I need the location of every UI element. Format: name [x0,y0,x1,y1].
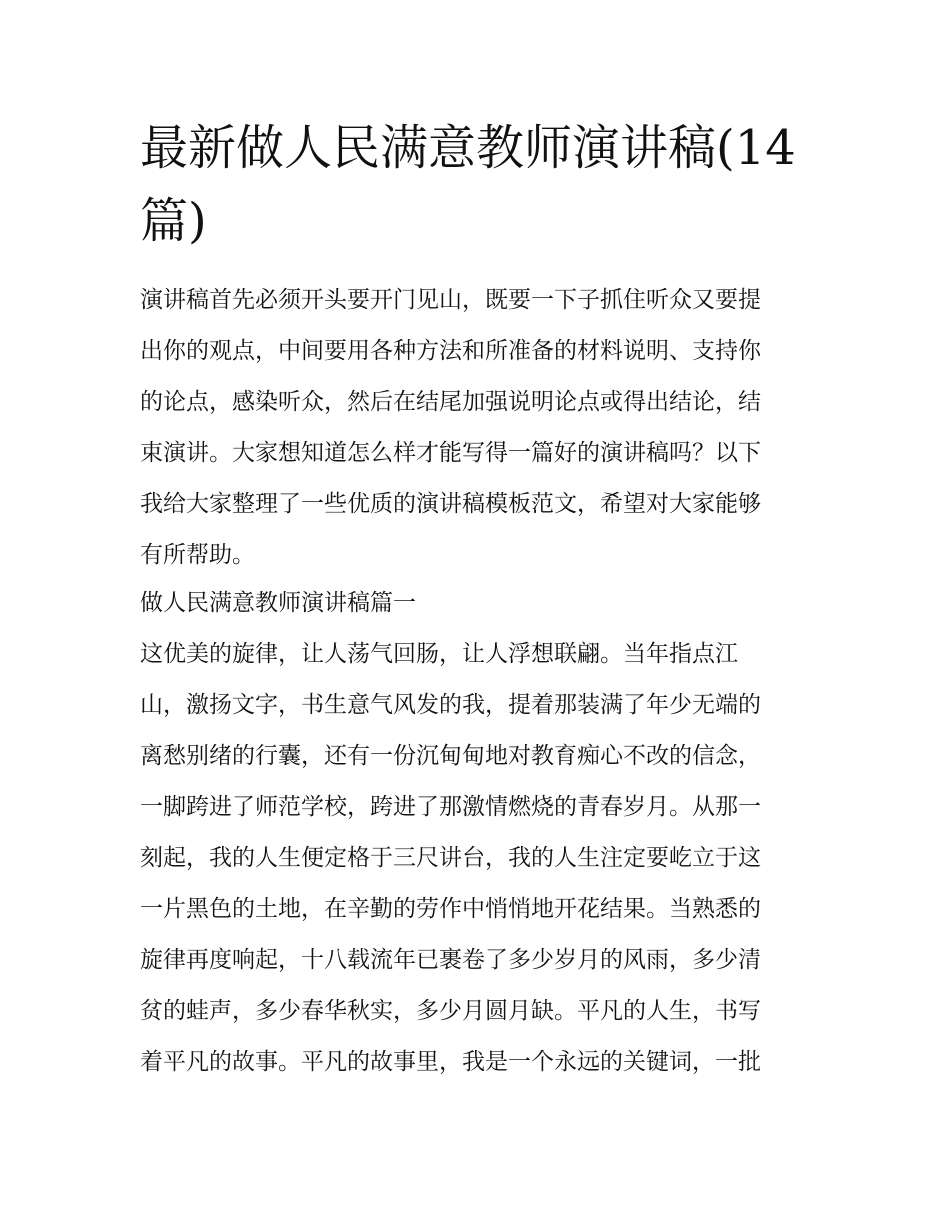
section-line: 贫的蛙声，多少春华秋实，多少月圆月缺。平凡的人生，书写 [140,998,761,1024]
intro-line: 束演讲。大家想知道怎么样才能写得一篇好的演讲稿吗？以下 [140,440,761,466]
intro-line: 我给大家整理了一些优质的演讲稿模板范文，希望对大家能够 [140,491,761,517]
intro-line: 的论点，感染听众，然后在结尾加强说明论点或得出结论，结 [140,389,761,415]
document-title [140,112,820,258]
intro-line: 演讲稿首先必须开头要开门见山，既要一下子抓住听众又要提 [140,287,761,313]
section-line: 这优美的旋律，让人荡气回肠，让人浮想联翩。当年指点江 [140,641,738,667]
section-heading-text: 做人民满意教师演讲稿篇一 [140,590,416,616]
section-line: 旋律再度响起，十八载流年已裹卷了多少岁月的风雨，多少清 [140,947,761,973]
section-heading [140,578,820,629]
intro-line: 有所帮助。 [140,542,255,568]
section-line: 一片黑色的土地，在辛勤的劳作中悄悄地开花结果。当熟悉的 [140,896,761,922]
section-line: 一脚跨进了师范学校，跨进了那激情燃烧的青春岁月。从那一 [140,794,761,820]
title-line-2: 篇) [140,193,207,249]
section-line: 着平凡的故事。平凡的故事里，我是一个永远的关键词，一批 [140,1049,761,1075]
intro-line: 出你的观点，中间要用各种方法和所准备的材料说明、支持你 [140,338,761,364]
section-line: 刻起，我的人生便定格于三尺讲台，我的人生注定要屹立于这 [140,845,761,871]
section-paragraph [140,629,820,1088]
title-line-1: 最新做人民满意教师演讲稿(14 [140,120,796,176]
intro-paragraph [140,275,820,581]
section-line: 山，激扬文字，书生意气风发的我，提着那装满了年少无端的 [140,692,761,718]
section-line: 离愁别绪的行囊，还有一份沉甸甸地对教育痴心不改的信念， [140,743,761,769]
